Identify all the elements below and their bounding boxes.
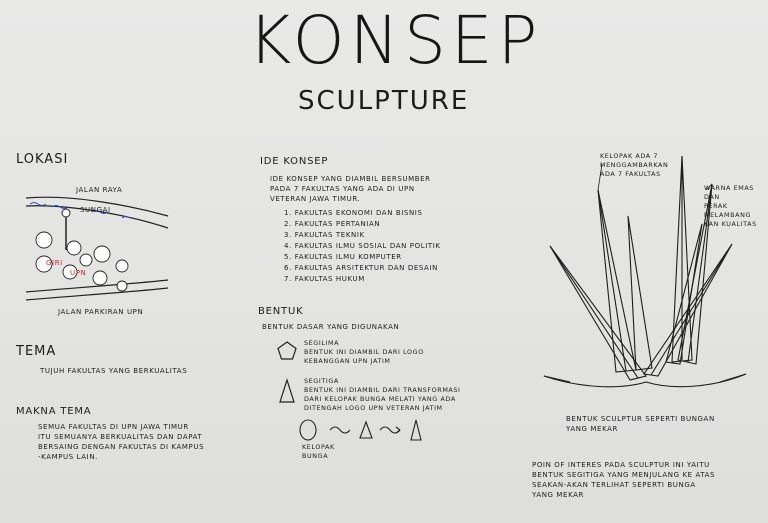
faculty-list xyxy=(284,208,441,285)
makna-text xyxy=(38,422,204,462)
segitiga-title: SEGITIGA xyxy=(304,377,339,385)
point-of-interest-text xyxy=(532,460,715,500)
tema-heading: TEMA xyxy=(16,344,57,359)
segilima-title: SEGILIMA xyxy=(304,339,340,347)
sculpture-note-left xyxy=(600,152,668,179)
note-right-line: WARNA EMAS DAN xyxy=(704,184,754,201)
bentuk-heading: BENTUK xyxy=(258,306,304,317)
note-right-line: KAN KUALITAS xyxy=(704,220,757,228)
transformation-diagram xyxy=(296,418,428,442)
kelopak-line: BUNGA xyxy=(302,452,329,460)
faculty-item: 7. FAKULTAS HUKUM xyxy=(284,275,365,283)
makna-line: BERSAING DENGAN FAKULTAS DI KAMPUS xyxy=(38,443,205,451)
makna-line: ITU SEMUANYA BERKUALITAS DAN DAPAT xyxy=(38,433,203,441)
faculty-item: 6. FAKULTAS ARSITEKTUR DAN DESAIN xyxy=(284,264,438,272)
site-label-line1: GIRI xyxy=(46,259,63,267)
segitiga-line: DARI KELOPAK BUNGA MELATI YANG ADA xyxy=(304,395,456,403)
faculty-item: 3. FAKULTAS TEKNIK xyxy=(284,231,365,239)
ide-intro-line: IDE KONSEP YANG DIAMBIL BERSUMBER xyxy=(270,175,431,183)
ide-heading: IDE KONSEP xyxy=(260,156,329,167)
caption-line: YANG MEKAR xyxy=(566,425,618,433)
faculty-item: 2. FAKULTAS PERTANIAN xyxy=(284,220,381,228)
page-title: KONSEP xyxy=(248,2,543,79)
note-right-line: PERAK MELAMBANG xyxy=(704,202,752,219)
poi-line: POIN OF INTERES PADA SCULPTUR INI YAITU xyxy=(532,461,710,469)
poi-line: YANG MEKAR xyxy=(532,491,584,499)
makna-line: -KAMPUS LAIN. xyxy=(38,453,99,461)
kelopak-label xyxy=(302,443,335,461)
segitiga-desc xyxy=(304,386,461,413)
bentuk-sub: BENTUK DASAR YANG DIGUNAKAN xyxy=(262,323,400,331)
note-left-line: KELOPAK ADA 7 xyxy=(600,152,659,160)
faculty-item: 5. FAKULTAS ILMU KOMPUTER xyxy=(284,253,402,261)
faculty-item: 4. FAKULTAS ILMU SOSIAL DAN POLITIK xyxy=(284,242,441,250)
segitiga-line: DITENGAH LOGO UPN VETERAN JATIM xyxy=(304,404,443,412)
tema-text: TUJUH FAKULTAS YANG BERKUALITAS xyxy=(40,367,188,375)
poi-line: BENTUK SEGITIGA YANG MENJULANG KE ATAS xyxy=(532,471,716,479)
segilima-desc xyxy=(304,348,424,366)
page-subtitle: SCULPTURE xyxy=(298,86,470,116)
note-left-line: ADA 7 FAKULTAS xyxy=(600,170,661,178)
makna-line: SEMUA FAKULTAS DI UPN JAWA TIMUR xyxy=(38,423,189,431)
ide-intro xyxy=(270,174,431,204)
ide-intro-line: VETERAN JAWA TIMUR. xyxy=(270,195,361,203)
lokasi-heading: LOKASI xyxy=(16,152,69,167)
location-map xyxy=(22,180,172,310)
segilima-line: KEBANGGAN UPN JATIM xyxy=(304,357,391,365)
site-label-line2: UPN xyxy=(70,269,87,277)
note-left-line: MENGGAMBARKAN xyxy=(600,161,669,169)
poi-line: SEAKAN-AKAN TERLIHAT SEPERTI BUNGA xyxy=(532,481,696,489)
road-top-label: JALAN RAYA xyxy=(76,186,123,194)
sculpture-caption xyxy=(566,414,715,434)
pentagon-icon xyxy=(276,340,298,362)
kelopak-line: KELOPAK xyxy=(302,443,335,451)
faculty-item: 1. FAKULTAS EKONOMI DAN BISNIS xyxy=(284,209,423,217)
ide-intro-line: PADA 7 FAKULTAS YANG ADA DI UPN xyxy=(270,185,415,193)
segilima-line: BENTUK INI DIAMBIL DARI LOGO xyxy=(304,348,424,356)
triangle-icon xyxy=(278,378,296,404)
makna-heading: MAKNA TEMA xyxy=(16,406,92,417)
segitiga-line: BENTUK INI DIAMBIL DARI TRANSFORMASI xyxy=(304,386,461,394)
river-label: SUNGAI xyxy=(80,206,111,214)
sculpture-note-right xyxy=(704,184,768,229)
road-bottom-label: JALAN PARKIRAN UPN xyxy=(58,308,144,316)
caption-line: BENTUK SCULPTUR SEPERTI BUNGAN xyxy=(566,415,715,423)
